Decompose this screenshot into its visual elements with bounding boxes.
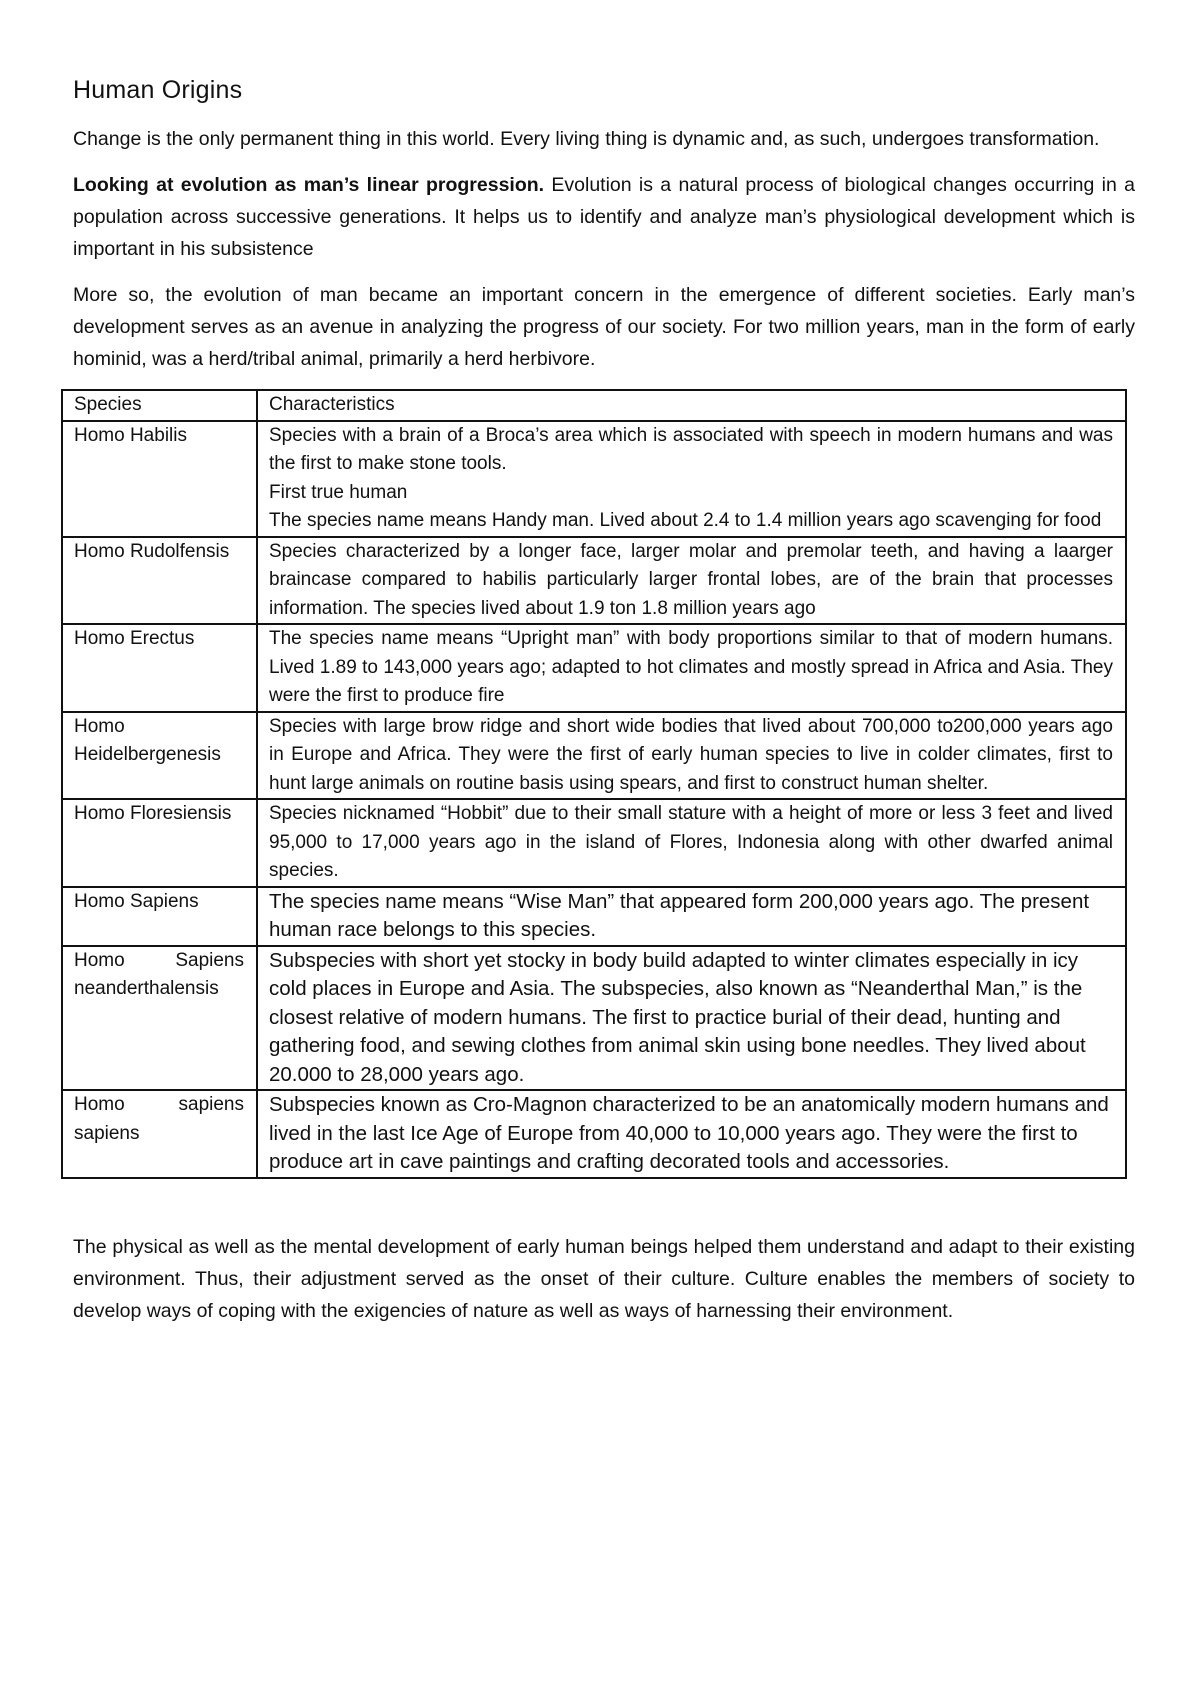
species-characteristics xyxy=(257,799,1126,887)
species-characteristics xyxy=(257,1090,1126,1178)
species-characteristics xyxy=(257,624,1126,712)
intro-paragraph: Change is the only permanent thing in this world. Every living thing is dynamic and, as such, undergoes transformation. xyxy=(73,128,1100,150)
table-row xyxy=(62,887,1126,946)
species-name: Homo Sapiens neanderthalensis xyxy=(62,946,257,1091)
table-row xyxy=(62,537,1126,625)
species-name: Homo Sapiens xyxy=(62,887,257,946)
closing-paragraph: The physical as well as the mental development of early human beings helped them understand and adapt to their existing environment. Thus, their adjustment served as the onset of their culture. Culture enables the members of society to develop ways of coping with the exigencies of nature as well as ways of harnessing their environment. xyxy=(73,1235,1135,1322)
characteristic-line: Species with a brain of a Broca’s area which is associated with speech in modern humans and was the first to make stone tools. xyxy=(269,424,1113,474)
species-name: Homo Floresiensis xyxy=(62,799,257,887)
characteristic-line: Species nicknamed “Hobbit” due to their small stature with a height of more or less 3 feet and lived 95,000 to 17,000 years ago in the island of Flores, Indonesia along with other dwarfed animal species. xyxy=(269,803,1113,881)
characteristic-line: Subspecies known as Cro-Magnon characterized to be an anatomically modern humans and lived in the last Ice Age of Europe from 40,000 to 10,000 years ago. They were the first to produce art in cave paintings and crafting decorated tools and accessories. xyxy=(269,1093,1109,1173)
table-header-row xyxy=(62,390,1126,421)
evolution-lead: Looking at evolution as man’s linear progression. xyxy=(73,174,545,196)
species-characteristics xyxy=(257,712,1126,800)
more-paragraph: More so, the evolution of man became an important concern in the emergence of different societies. Early man’s development serves as an avenue in analyzing the progress of our society. For two million years, man in the form of early hominid, was a herd/tribal animal, primarily a herd herbivore. xyxy=(73,284,1135,370)
table-row xyxy=(62,624,1126,712)
characteristic-line: The species name means “Upright man” with body proportions similar to that of modern humans. Lived 1.89 to 143,000 years ago; adapted to hot climates and mostly spread in Africa and Asia. They were the first to produce fire xyxy=(269,628,1113,706)
evolution-text: Evolution is a natural process of biological changes occurring in a population across successive generations. It helps us to identify and analyze man’s physiological development which is important in his subsistence xyxy=(73,174,1135,260)
species-characteristics xyxy=(257,537,1126,625)
table-row xyxy=(62,1090,1126,1178)
characteristic-line: Species characterized by a longer face, larger molar and premolar teeth, and having a laarger braincase compared to habilis particularly larger frontal lobes, are of the brain that processes information. The species lived about 1.9 ton 1.8 million years ago xyxy=(269,540,1113,619)
species-name: Homo Habilis xyxy=(62,421,257,537)
evolution-paragraph xyxy=(73,169,1135,265)
header-characteristics: Characteristics xyxy=(257,390,1126,421)
table-row xyxy=(62,799,1126,887)
characteristic-line: Species with large brow ridge and short wide bodies that lived about 700,000 to200,000 years ago in Europe and Africa. They were the first of early human species to live in colder climates, first to hunt large animals on routine basis using spears, and first to construct human shelter. xyxy=(269,715,1113,794)
species-characteristics xyxy=(257,887,1126,946)
table-row xyxy=(62,421,1126,537)
species-table xyxy=(61,389,1127,1179)
document-page xyxy=(73,76,1135,1341)
characteristic-line: Subspecies with short yet stocky in body build adapted to winter climates especially in icy cold places in Europe and Asia. The subspecies, also known as “Neanderthal Man,” is the closest relative of modern humans. The first to practice burial of their dead, hunting and gathering food, and sewing clothes from animal skin using bone needles. They lived about 20.000 to 28,000 years ago. xyxy=(269,948,1086,1086)
species-name: Homo Rudolfensis xyxy=(62,537,257,625)
characteristic-line: First true human xyxy=(269,481,408,503)
characteristic-line: The species name means “Wise Man” that appeared form 200,000 years ago. The present human race belongs to this species. xyxy=(269,889,1090,941)
species-name: Homo Erectus xyxy=(62,624,257,712)
table-row xyxy=(62,712,1126,800)
document-title: Human Origins xyxy=(73,76,243,104)
header-species: Species xyxy=(62,390,257,421)
species-name: Homo sapiens sapiens xyxy=(62,1090,257,1178)
characteristic-line: The species name means Handy man. Lived about 2.4 to 1.4 million years ago scavenging for food xyxy=(269,510,1102,531)
table-row xyxy=(62,946,1126,1091)
species-characteristics xyxy=(257,946,1126,1091)
species-name: Homo Heidelbergenesis xyxy=(62,712,257,800)
species-characteristics xyxy=(257,421,1126,537)
